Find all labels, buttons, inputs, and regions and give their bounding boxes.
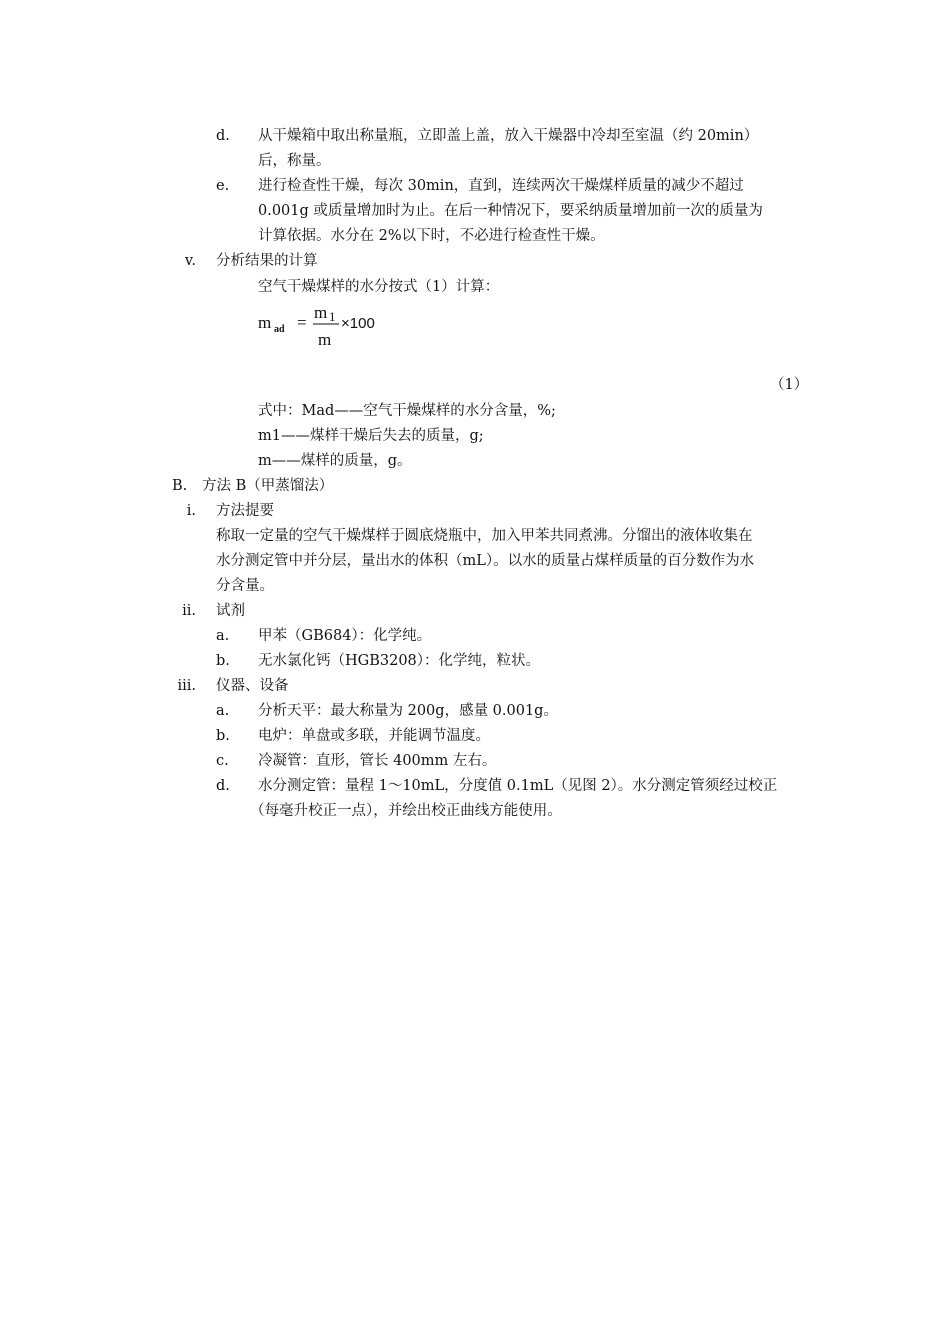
section-v-intro: 空气干燥煤样的水分按式（1）计算： (258, 279, 500, 295)
reagent-a-marker: a. (216, 628, 230, 644)
section-b-ii-marker: ii. (182, 603, 196, 619)
method-summary-line-2: 水分测定管中并分层，量出水的体积（mL）。以水的质量占煤样质量的百分数作为水 (216, 553, 755, 569)
section-b-ii-title: 试剂 (216, 603, 245, 619)
item-d-line-2: 后，称量。 (258, 153, 331, 169)
equation-number: （1） (770, 377, 809, 393)
where-line-3: m——煤样的质量，g。 (258, 453, 412, 469)
item-e-line-1: 进行检查性干燥，每次 30min，直到，连续两次干燥煤样质量的减少不超过 (258, 178, 744, 194)
section-b-title: 方法 B（甲蒸馏法） (202, 478, 334, 494)
formula-lhs: m (258, 313, 272, 332)
item-d-line-1: 从干燥箱中取出称量瓶，立即盖上盖，放入干燥器中冷却至室温（约 20min） (258, 128, 759, 144)
section-b-iii-marker: iii. (177, 678, 196, 694)
method-summary-line-1: 称取一定量的空气干燥煤样于圆底烧瓶中，加入甲苯共同煮沸。分馏出的液体收集在 (216, 528, 753, 544)
equipment-a-marker: a. (216, 703, 230, 719)
equipment-d-text-line-1: 水分测定管：量程 1～10mL，分度值 0.1mL（见图 2）。水分测定管须经过校正 (258, 778, 778, 794)
equipment-c-text: 冷凝管：直形，管长 400mm 左右。 (258, 753, 497, 769)
section-v-title: 分析结果的计算 (216, 253, 318, 269)
equipment-d-text-line-2: （每毫升校正一点），并绘出校正曲线方能使用。 (250, 803, 562, 819)
formula-times: ×100 (341, 315, 375, 332)
reagent-b-text: 无水氯化钙（HGB3208）：化学纯，粒状。 (258, 653, 541, 669)
section-b-i-title: 方法提要 (216, 503, 274, 519)
equipment-c-marker: c. (216, 753, 229, 769)
formula-equals: = (297, 313, 307, 332)
item-e-line-2: 0.001g 或质量增加时为止。在后一种情况下，要采纳质量增加前一次的质量为 (258, 203, 763, 219)
reagent-a-text: 甲苯（GB684）：化学纯。 (258, 628, 432, 644)
item-e-line-3: 计算依据。水分在 2%以下时，不必进行检查性干燥。 (258, 228, 605, 244)
section-b-iii-title: 仪器、设备 (216, 678, 289, 694)
equipment-d-marker: d. (216, 778, 230, 794)
equipment-a-text: 分析天平：最大称量为 200g，感量 0.001g。 (258, 703, 558, 719)
moisture-formula (258, 304, 418, 354)
section-v-marker: v. (184, 253, 196, 269)
where-line-1: 式中：Mad——空气干燥煤样的水分含量，%; (258, 403, 556, 419)
equipment-b-text: 电炉：单盘或多联，并能调节温度。 (258, 728, 490, 744)
formula-numerator-sub: 1 (329, 309, 336, 324)
formula-denominator: m (318, 330, 332, 349)
where-line-2: m1——煤样干燥后失去的质量，g; (258, 428, 484, 444)
list-marker-d: d. (216, 128, 230, 144)
equipment-b-marker: b. (216, 728, 230, 744)
method-summary-line-3: 分含量。 (216, 578, 274, 594)
reagent-b-marker: b. (216, 653, 230, 669)
formula-lhs-sub: ad (274, 324, 285, 335)
section-b-marker: B. (172, 478, 188, 494)
section-b-i-marker: i. (186, 503, 196, 519)
list-marker-e: e. (216, 178, 230, 194)
formula-numerator: m (314, 304, 328, 322)
